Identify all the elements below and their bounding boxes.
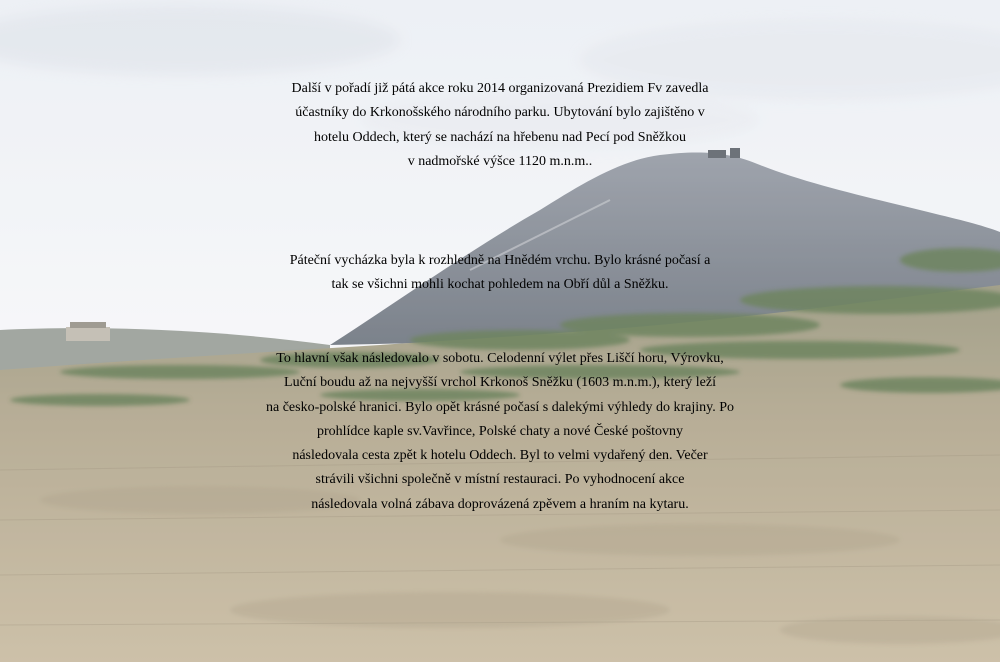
text-line: To hlavní však následovalo v sobotu. Celodenní výlet přes Liščí horu, Výrovku, xyxy=(276,351,724,366)
paragraph-friday xyxy=(0,249,1000,298)
paragraph-intro xyxy=(0,77,1000,174)
text-line: účastníky do Krkonošského národního parku. Ubytování bylo zajištěno v xyxy=(295,105,705,121)
text-line: na česko-polské hranici. Bylo opět krásné počasí s dalekými výhledy do krajiny. Po xyxy=(266,399,734,415)
text-line: Páteční vycházka byla k rozhledně na Hnědém vrchu. Bylo krásné počasí a xyxy=(289,253,711,268)
text-line: následovala volná zábava doprovázená zpěvem a hraním na kytaru. xyxy=(311,496,689,512)
text-line: tak se všichni mohli kochat pohledem na Obří důl a Sněžku. xyxy=(331,277,669,293)
text-line: prohlídce kaple sv.Vavřince, Polské chaty a nové České poštovny xyxy=(316,423,684,439)
text-line: strávili všichni společně v místní restauraci. Po vyhodnocení akce xyxy=(315,472,685,488)
text-line: v nadmořské výšce 1120 m.n.m.. xyxy=(407,153,593,169)
text-line: Luční boudu až na nejvyšší vrchol Krkonoš Sněžku (1603 m.n.m.), který leží xyxy=(284,375,716,391)
text-line: hotelu Oddech, který se nachází na hřebenu nad Pecí pod Sněžkou xyxy=(313,129,687,145)
text-line: následovala cesta zpět k hotelu Oddech. Byl to velmi vydařený den. Večer xyxy=(292,448,708,464)
text-line: Další v pořadí již pátá akce roku 2014 organizovaná Prezidiem Fv zavedla xyxy=(291,81,709,96)
paragraph-saturday xyxy=(0,347,1000,517)
